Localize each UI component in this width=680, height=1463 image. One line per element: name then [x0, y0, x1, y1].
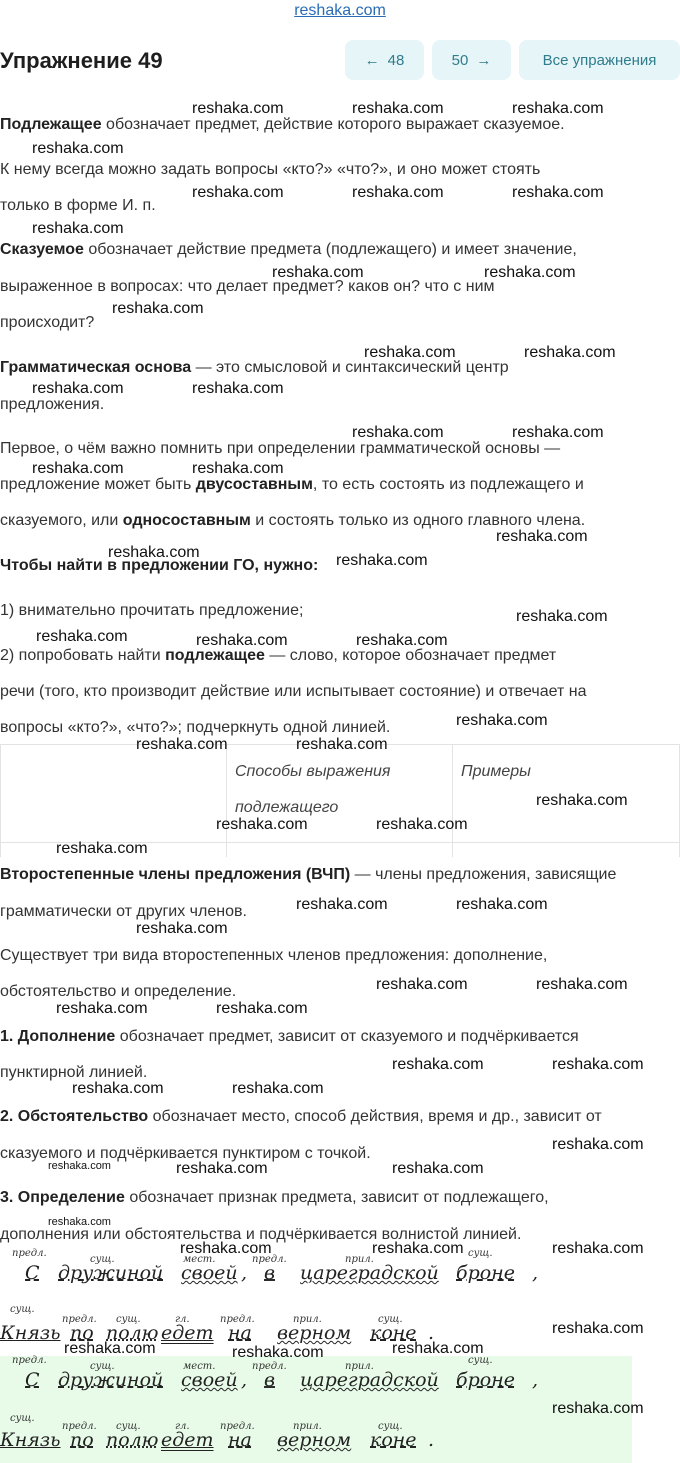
arrow-left-icon: ←	[364, 51, 380, 69]
watermark: reshaka.com	[352, 100, 444, 117]
sentence-word: ,	[532, 1262, 539, 1284]
pos-label: сущ.	[10, 1304, 35, 1315]
pos-label: сущ.	[10, 1413, 35, 1424]
next-exercise-button[interactable]	[432, 40, 511, 80]
sentence-word: броне	[456, 1262, 515, 1284]
sentence-word: на	[228, 1429, 252, 1451]
steps-heading: Чтобы найти в предложении ГО, нужно:	[0, 557, 319, 574]
text-line: К нему всегда можно задать вопросы «кто?» «что?», и оно может стоять	[0, 161, 541, 178]
watermark: reshaka.com	[216, 816, 308, 833]
step-1: 1) внимательно прочитать предложение;	[0, 602, 304, 619]
watermark: reshaka.com	[536, 976, 628, 993]
term-object: 1. Дополнение	[0, 1028, 116, 1045]
watermark: reshaka.com	[352, 424, 444, 441]
watermark: reshaka.com	[32, 380, 124, 397]
exercise-header	[0, 40, 680, 82]
text: сказуемого, или	[0, 512, 123, 529]
attribute-definition	[0, 1188, 549, 1208]
sentence-word: цареградской	[300, 1262, 439, 1284]
text-line: обстоятельство и определение.	[0, 983, 237, 1000]
pos-label: сущ.	[116, 1421, 141, 1432]
sentence-word: коне	[370, 1429, 417, 1451]
watermark: reshaka.com	[336, 552, 428, 569]
watermark: reshaka.com	[108, 544, 200, 561]
watermark: reshaka.com	[552, 1056, 644, 1073]
sentence-word: своей	[181, 1262, 238, 1284]
arrow-right-icon: →	[476, 51, 492, 69]
text: обозначает место, способ действия, время и др., зависит от	[148, 1108, 602, 1125]
pos-label: гл.	[175, 1314, 190, 1325]
sentence-word: по	[70, 1322, 94, 1344]
watermark: reshaka.com	[192, 184, 284, 201]
text: обозначает предмет, зависит от сказуемого и подчёркивается	[115, 1028, 579, 1045]
pos-label: предл.	[12, 1355, 47, 1366]
watermark: reshaka.com	[216, 1000, 308, 1017]
watermark: reshaka.com	[372, 1240, 464, 1257]
text-line: пунктирной линией.	[0, 1064, 148, 1081]
text: предложение может быть	[0, 476, 196, 493]
text: — члены предложения, зависящие	[350, 866, 617, 883]
text: — слово, которое обозначает предмет	[264, 647, 557, 664]
watermark: reshaka.com	[180, 1240, 272, 1257]
term-adverbial: 2. Обстоятельство	[0, 1108, 149, 1125]
watermark: reshaka.com	[232, 1080, 324, 1097]
watermark: reshaka.com	[112, 300, 204, 317]
pos-label: предл.	[62, 1421, 97, 1432]
text-line: Существует три вида второстепенных членов предложения: дополнение,	[0, 947, 548, 964]
sentence-word: в	[264, 1262, 276, 1284]
watermark: reshaka.com	[536, 792, 628, 809]
term-one-part: односоставным	[122, 512, 251, 529]
sentence-word: С	[25, 1369, 40, 1391]
pos-label: сущ.	[378, 1314, 403, 1325]
pos-label: предл.	[62, 1314, 97, 1325]
text-line: Первое, о чём важно помнить при определении грамматической основы —	[0, 440, 561, 457]
watermark: reshaka.com	[56, 1000, 148, 1017]
sentence-word: дружиной	[58, 1262, 164, 1284]
watermark: reshaka.com	[456, 896, 548, 913]
sentence-word: ,	[532, 1369, 539, 1391]
watermark: reshaka.com	[484, 264, 576, 281]
table-header-examples: Примеры	[461, 763, 531, 780]
pos-label: сущ.	[90, 1361, 115, 1372]
watermark: reshaka.com	[48, 1160, 111, 1172]
pos-label: гл.	[175, 1421, 190, 1432]
watermark: reshaka.com	[296, 736, 388, 753]
all-exercises-label: Все упражнения	[542, 51, 657, 69]
watermark: reshaka.com	[272, 264, 364, 281]
watermark: reshaka.com	[72, 1080, 164, 1097]
watermark: reshaka.com	[376, 976, 468, 993]
next-exercise-label: 50	[451, 51, 469, 69]
pos-label: предл.	[220, 1314, 255, 1325]
watermark: reshaka.com	[48, 1216, 111, 1228]
pos-label: предл.	[252, 1254, 287, 1265]
sentence-word: в	[264, 1369, 276, 1391]
text-line: дополнения или обстоятельства и подчёркивается волнистой линией.	[0, 1226, 522, 1243]
sentence-word: на	[228, 1322, 252, 1344]
pos-label: сущ.	[378, 1421, 403, 1432]
pos-label: сущ.	[468, 1248, 493, 1259]
watermark: reshaka.com	[512, 100, 604, 117]
watermark: reshaka.com	[392, 1056, 484, 1073]
sentence-word: верном	[277, 1429, 352, 1451]
text: — это смысловой и синтаксический центр	[191, 359, 509, 376]
text-line: вопросы «кто?», «что?»; подчеркнуть одной линией.	[0, 719, 391, 736]
sentence-word: ,	[241, 1369, 248, 1391]
sentence-word: коне	[370, 1322, 417, 1344]
watermark: reshaka.com	[552, 1240, 644, 1257]
watermark: reshaka.com	[376, 816, 468, 833]
term-predicate: Сказуемое	[0, 241, 84, 258]
text-line	[0, 475, 584, 495]
watermark: reshaka.com	[192, 100, 284, 117]
text-line: только в форме И. п.	[0, 197, 156, 214]
watermark: reshaka.com	[512, 424, 604, 441]
watermark: reshaka.com	[296, 896, 388, 913]
watermark: reshaka.com	[392, 1160, 484, 1177]
subject-definition	[0, 115, 565, 135]
secondary-members-definition	[0, 865, 616, 885]
pos-label: мест.	[183, 1361, 216, 1372]
pos-label: прил.	[345, 1361, 374, 1372]
sentence-word: своей	[181, 1369, 238, 1391]
sentence-word: Князь	[0, 1429, 61, 1451]
all-exercises-button[interactable]	[519, 40, 680, 80]
watermark: reshaka.com	[32, 460, 124, 477]
prev-exercise-label: 48	[387, 51, 405, 69]
watermark: reshaka.com	[356, 632, 448, 649]
table-header-forms-2: подлежащего	[235, 799, 339, 816]
text-line: грамматически от других членов.	[0, 903, 247, 920]
sentence-word: Князь	[0, 1322, 61, 1344]
sentence-word: дружиной	[58, 1369, 164, 1391]
sentence-word: полю	[106, 1322, 159, 1344]
watermark: reshaka.com	[64, 1340, 156, 1357]
prev-exercise-button[interactable]	[345, 40, 424, 80]
text-line: предложения.	[0, 396, 105, 413]
pos-label: сущ.	[468, 1355, 493, 1366]
sentence-word: .	[428, 1322, 435, 1344]
watermark: reshaka.com	[196, 632, 288, 649]
site-link[interactable]: reshaka.com	[294, 2, 386, 19]
pos-label: предл.	[12, 1248, 47, 1259]
sentence-word: цареградской	[300, 1369, 439, 1391]
pos-label: прил.	[345, 1254, 374, 1265]
sentence-word: .	[428, 1429, 435, 1451]
sentence-word: С	[25, 1262, 40, 1284]
text-line: происходит?	[0, 314, 95, 331]
watermark: reshaka.com	[32, 220, 124, 237]
watermark: reshaka.com	[552, 1320, 644, 1337]
sentence-word: по	[70, 1429, 94, 1451]
watermark: reshaka.com	[192, 460, 284, 477]
watermark: reshaka.com	[56, 840, 148, 857]
term-subject: подлежащее	[165, 647, 265, 664]
table-header-forms: Способы выражения	[235, 763, 391, 780]
text-line: выраженное в вопросах: что делает предмет? каков он? что с ним	[0, 278, 495, 295]
watermark: reshaka.com	[192, 380, 284, 397]
text: обозначает предмет, действие которого выражает сказуемое.	[101, 116, 565, 133]
watermark: reshaka.com	[176, 1160, 268, 1177]
text: 2) попробовать найти	[0, 647, 166, 664]
watermark: reshaka.com	[32, 140, 124, 157]
term-two-part: двусоставным	[195, 476, 313, 493]
pos-label: предл.	[252, 1361, 287, 1372]
term-subject: Подлежащее	[0, 116, 102, 133]
text-line: сказуемого и подчёркивается пунктиром с точкой.	[0, 1145, 371, 1162]
watermark: reshaka.com	[136, 736, 228, 753]
pos-label: сущ.	[90, 1254, 115, 1265]
adverbial-definition	[0, 1107, 602, 1127]
text: обозначает действие предмета (подлежащего) и имеет значение,	[83, 241, 577, 258]
text: и состоять только из одного главного члена.	[250, 512, 586, 529]
predicate-definition	[0, 240, 577, 260]
sentence-word: ,	[241, 1262, 248, 1284]
pos-label: сущ.	[116, 1314, 141, 1325]
page-title: Упражнение 49	[0, 48, 163, 73]
watermark: reshaka.com	[516, 608, 608, 625]
sentence-word: полю	[106, 1429, 159, 1451]
sentence-word: едет	[161, 1322, 214, 1344]
sentence-word: едет	[161, 1429, 214, 1451]
text-line: речи (того, кто производит действие или испытывает состояние) и отвечает на	[0, 683, 587, 700]
pos-label: мест.	[183, 1254, 216, 1265]
term-grammar-basis: Грамматическая основа	[0, 359, 192, 376]
object-definition	[0, 1027, 579, 1047]
sentence-word: верном	[277, 1322, 352, 1344]
pos-label: прил.	[293, 1314, 322, 1325]
watermark: reshaka.com	[456, 712, 548, 729]
watermark: reshaka.com	[524, 344, 616, 361]
watermark: reshaka.com	[552, 1136, 644, 1153]
pos-label: прил.	[293, 1421, 322, 1432]
watermark: reshaka.com	[552, 1400, 644, 1417]
pos-label: предл.	[220, 1421, 255, 1432]
watermark: reshaka.com	[36, 628, 128, 645]
watermark: reshaka.com	[352, 184, 444, 201]
watermark: reshaka.com	[392, 1340, 484, 1357]
watermark: reshaka.com	[512, 184, 604, 201]
text: , то есть состоять из подлежащего и	[312, 476, 584, 493]
term-attribute: 3. Определение	[0, 1189, 125, 1206]
watermark: reshaka.com	[496, 528, 588, 545]
term-secondary-members: Второстепенные члены предложения (ВЧП)	[0, 866, 351, 883]
text: обозначает признак предмета, зависит от подлежащего,	[124, 1189, 549, 1206]
watermark: reshaka.com	[364, 344, 456, 361]
watermark: reshaka.com	[136, 920, 228, 937]
watermark: reshaka.com	[232, 1344, 324, 1361]
sentence-word: броне	[456, 1369, 515, 1391]
